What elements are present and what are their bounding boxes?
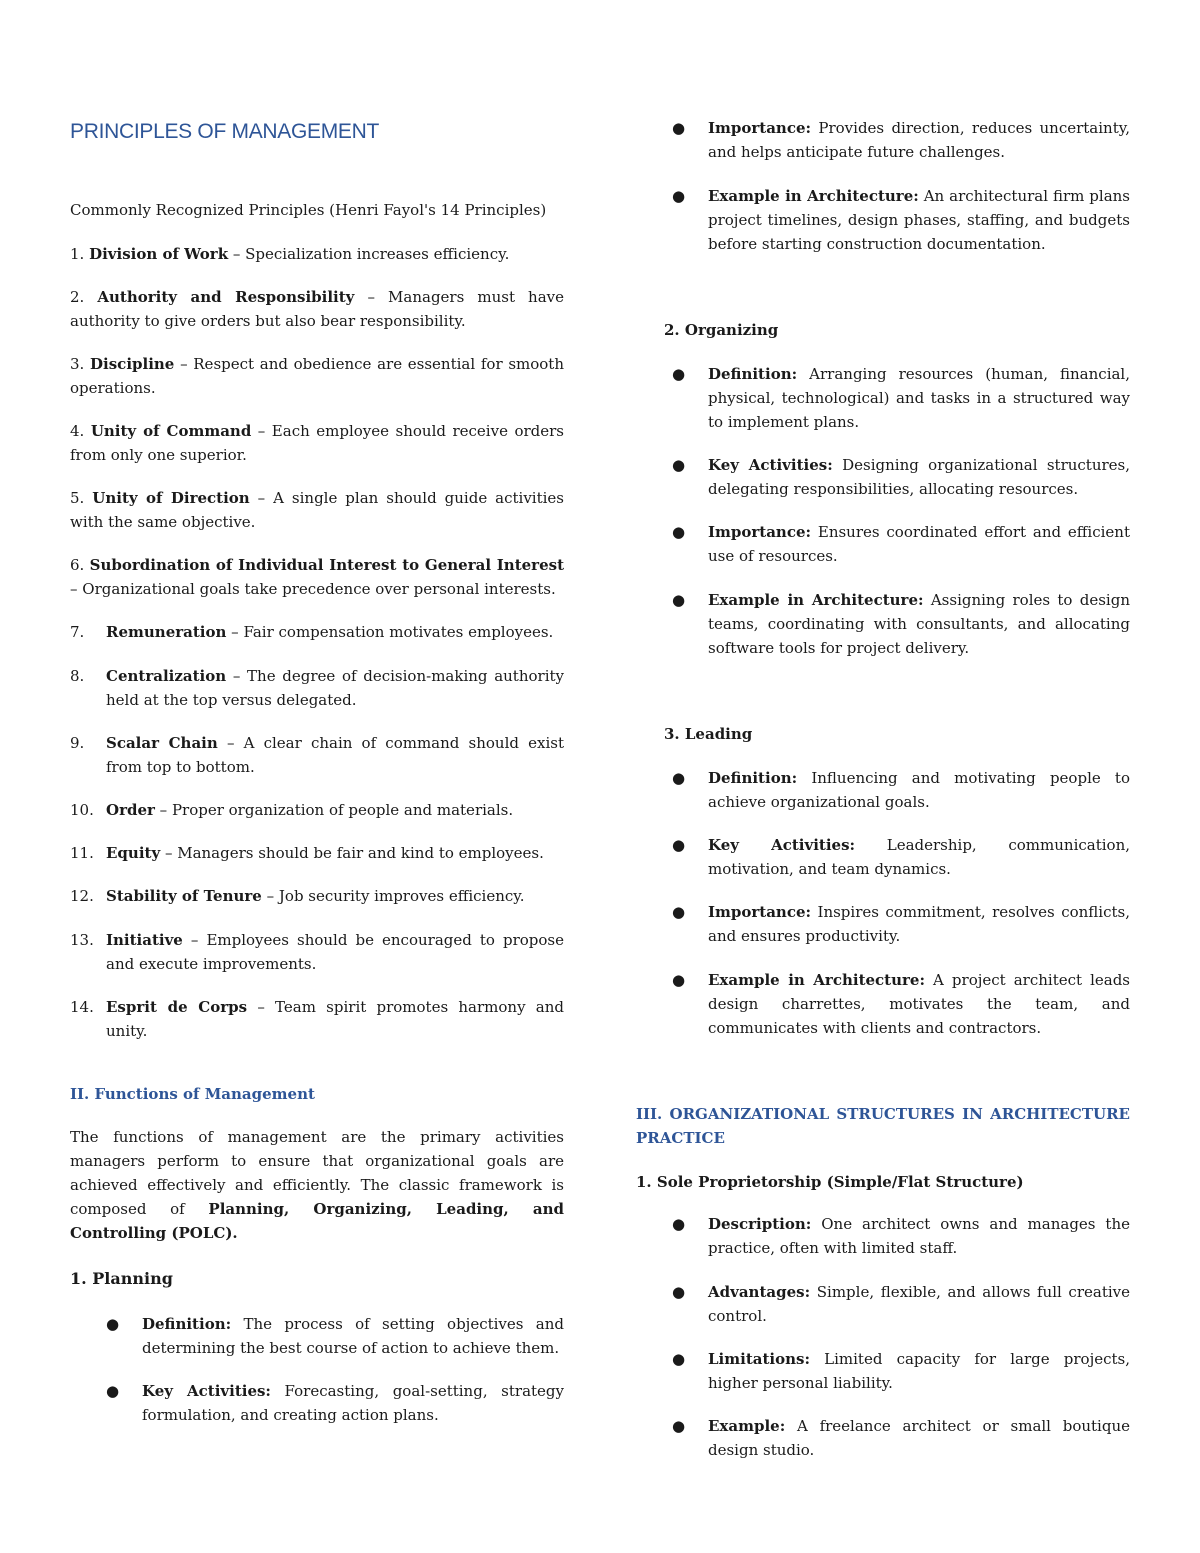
principle-desc: – Managers should be fair and kind to employees. xyxy=(160,844,544,862)
functions-paragraph xyxy=(70,1125,564,1245)
bullet-label: Example in Architecture: xyxy=(708,591,924,609)
principle-name: Scalar Chain xyxy=(106,734,218,752)
bullet-text: Inspires commitment, resolves conflicts, and ensures productivity. xyxy=(708,903,1130,945)
bullet-dot-icon: ● xyxy=(106,1315,120,1333)
bullet-item xyxy=(672,833,1130,881)
bullet-label: Key Activities: xyxy=(142,1382,271,1400)
principle-desc: – Managers must have authority to give orders but also bear responsibility. xyxy=(70,288,564,330)
bullet-label: Definition: xyxy=(708,769,798,787)
bullet-dot-icon: ● xyxy=(672,971,686,989)
bullet-label: Example: xyxy=(708,1417,786,1435)
principle-name: Esprit de Corps xyxy=(106,998,248,1016)
principle-name: Subordination of Individual Interest to General Interest xyxy=(89,556,565,574)
principle-desc: – Organizational goals take precedence over personal interests. xyxy=(70,580,556,598)
principle-desc: – Respect and obedience are essential for smooth operations. xyxy=(70,355,564,397)
bullet-dot-icon: ● xyxy=(672,456,686,474)
principle-desc: – Job security improves efficiency. xyxy=(261,887,525,905)
principle-item xyxy=(70,884,564,908)
bullet-text: A freelance architect or small boutique design studio. xyxy=(708,1417,1130,1459)
principle-number: 3. xyxy=(70,355,85,373)
principle-item xyxy=(70,486,564,534)
section-heading-structures: III. ORGANIZATIONAL STRUCTURES IN ARCHITECTURE PRACTICE xyxy=(636,1105,1130,1147)
bullet-dot-icon: ● xyxy=(672,1417,686,1435)
principle-desc: – A single plan should guide activities with the same objective. xyxy=(70,489,564,531)
functions-paragraph-text: The functions of management are the primary activities managers perform to ensure that organizational goals are achieved effectively and efficiently. The classic framework is composed of xyxy=(70,1128,564,1218)
principle-item xyxy=(70,798,564,822)
bullet-dot-icon: ● xyxy=(672,1350,686,1368)
bullet-item xyxy=(672,184,1130,256)
bullet-label: Definition: xyxy=(708,365,798,383)
bullet-item xyxy=(672,453,1130,501)
bullet-item xyxy=(106,1312,564,1360)
principle-name: Centralization xyxy=(106,667,227,685)
subheading-leading: 3. Leading xyxy=(664,725,753,743)
bullet-dot-icon: ● xyxy=(672,903,686,921)
bullet-item xyxy=(672,116,1130,164)
principle-number: 13. xyxy=(70,931,94,949)
bullet-label: Limitations: xyxy=(708,1350,810,1368)
principle-desc: – Specialization increases efficiency. xyxy=(228,245,510,263)
bullet-text: An architectural firm plans project timelines, design phases, staffing, and budgets before starting construction documentation. xyxy=(708,187,1130,253)
page-title: PRINCIPLES OF MANAGEMENT xyxy=(70,120,380,143)
principle-name: Initiative xyxy=(106,931,183,949)
bullet-text: Assigning roles to design teams, coordinating with consultants, and allocating software tools for project delivery. xyxy=(708,591,1130,657)
bullet-item xyxy=(672,520,1130,568)
bullet-item xyxy=(672,900,1130,948)
principle-desc: – Employees should be encouraged to propose and execute improvements. xyxy=(106,931,564,973)
principle-item xyxy=(70,553,564,601)
bullet-text: Arranging resources (human, financial, physical, technological) and tasks in a structured way to implement plans. xyxy=(708,365,1130,431)
principle-item xyxy=(70,419,564,467)
principle-number: 7. xyxy=(70,623,85,641)
bullet-dot-icon: ● xyxy=(672,365,686,383)
bullet-text: The process of setting objectives and determining the best course of action to achieve them. xyxy=(142,1315,564,1357)
principle-item xyxy=(70,285,564,333)
bullet-item xyxy=(672,1414,1130,1462)
bullet-label: Key Activities: xyxy=(708,836,856,854)
bullet-text: Provides direction, reduces uncertainty, and helps anticipate future challenges. xyxy=(708,119,1130,161)
intro-text: Commonly Recognized Principles (Henri Fayol's 14 Principles) xyxy=(70,201,547,219)
principle-name: Order xyxy=(106,801,155,819)
bullet-dot-icon: ● xyxy=(106,1382,120,1400)
bullet-item xyxy=(672,588,1130,660)
principle-number: 14. xyxy=(70,998,94,1016)
principle-desc: – Proper organization of people and materials. xyxy=(154,801,514,819)
section-heading-functions: II. Functions of Management xyxy=(70,1085,315,1103)
bullet-text: Forecasting, goal-setting, strategy formulation, and creating action plans. xyxy=(142,1382,564,1424)
principle-desc: – Team spirit promotes harmony and unity. xyxy=(106,998,564,1040)
principle-number: 11. xyxy=(70,844,94,862)
bullet-label: Example in Architecture: xyxy=(708,971,925,989)
principle-name: Equity xyxy=(106,844,161,862)
bullet-dot-icon: ● xyxy=(672,119,686,137)
principle-desc: – A clear chain of command should exist from top to bottom. xyxy=(106,734,564,776)
principle-number: 10. xyxy=(70,801,94,819)
bullet-dot-icon: ● xyxy=(672,836,686,854)
bullet-text: Limited capacity for large projects, higher personal liability. xyxy=(708,1350,1130,1392)
bullet-dot-icon: ● xyxy=(672,591,686,609)
principle-number: 12. xyxy=(70,887,94,905)
principle-item xyxy=(70,841,564,865)
principle-item xyxy=(70,731,564,779)
principle-item xyxy=(70,664,564,712)
bullet-item xyxy=(672,766,1130,814)
subheading-organizing: 2. Organizing xyxy=(664,321,779,339)
principle-name: Division of Work xyxy=(89,245,229,263)
principle-item xyxy=(70,242,564,266)
bullet-dot-icon: ● xyxy=(672,769,686,787)
bullet-item xyxy=(672,968,1130,1040)
bullet-label: Importance: xyxy=(708,903,812,921)
subheading-planning: 1. Planning xyxy=(70,1269,173,1288)
bullet-label: Importance: xyxy=(708,119,812,137)
principle-desc: – Fair compensation motivates employees. xyxy=(226,623,554,641)
bullet-text: Designing organizational structures, delegating responsibilities, allocating resources. xyxy=(708,456,1130,498)
bullet-item xyxy=(672,362,1130,434)
principle-number: 2. xyxy=(70,288,85,306)
bullet-item xyxy=(672,1347,1130,1395)
bullet-dot-icon: ● xyxy=(672,1283,686,1301)
principle-name: Unity of Direction xyxy=(92,489,250,507)
bullet-dot-icon: ● xyxy=(672,187,686,205)
bullet-item xyxy=(672,1212,1130,1260)
bullet-label: Importance: xyxy=(708,523,812,541)
principle-name: Remuneration xyxy=(106,623,227,641)
bullet-label: Definition: xyxy=(142,1315,232,1333)
bullet-text: One architect owns and manages the practice, often with limited staff. xyxy=(708,1215,1130,1257)
bullet-dot-icon: ● xyxy=(672,523,686,541)
bullet-label: Description: xyxy=(708,1215,812,1233)
bullet-text: Influencing and motivating people to achieve organizational goals. xyxy=(708,769,1130,811)
bullet-item xyxy=(106,1379,564,1427)
bullet-label: Advantages: xyxy=(708,1283,811,1301)
principle-item xyxy=(70,352,564,400)
principle-item xyxy=(70,620,564,644)
principle-name: Authority and Responsibility xyxy=(97,288,355,306)
principle-name: Stability of Tenure xyxy=(106,887,262,905)
principle-item xyxy=(70,928,564,976)
bullet-item xyxy=(672,1280,1130,1328)
bullet-text: Leadership, communication, motivation, and team dynamics. xyxy=(708,836,1130,878)
principle-name: Unity of Command xyxy=(90,422,252,440)
bullet-text: Ensures coordinated effort and efficient use of resources. xyxy=(708,523,1130,565)
bullet-text: A project architect leads design charrettes, motivates the team, and communicates with clients and contractors. xyxy=(708,971,1130,1037)
principle-number: 5. xyxy=(70,489,85,507)
principle-number: 8. xyxy=(70,667,85,685)
principle-number: 1. xyxy=(70,245,85,263)
principle-item xyxy=(70,995,564,1043)
bullet-label: Example in Architecture: xyxy=(708,187,919,205)
functions-paragraph-bold: Planning, Organizing, Leading, and Controlling (POLC). xyxy=(70,1200,564,1242)
principle-number: 6. xyxy=(70,556,85,574)
subheading-sole-proprietorship: 1. Sole Proprietorship (Simple/Flat Structure) xyxy=(636,1173,1024,1191)
principle-desc: – The degree of decision-making authority held at the top versus delegated. xyxy=(106,667,564,709)
principle-number: 4. xyxy=(70,422,85,440)
principle-name: Discipline xyxy=(90,355,175,373)
bullet-label: Key Activities: xyxy=(708,456,833,474)
bullet-text: Simple, flexible, and allows full creative control. xyxy=(708,1283,1130,1325)
bullet-dot-icon: ● xyxy=(672,1215,686,1233)
principle-desc: – Each employee should receive orders from only one superior. xyxy=(70,422,564,464)
principle-number: 9. xyxy=(70,734,85,752)
